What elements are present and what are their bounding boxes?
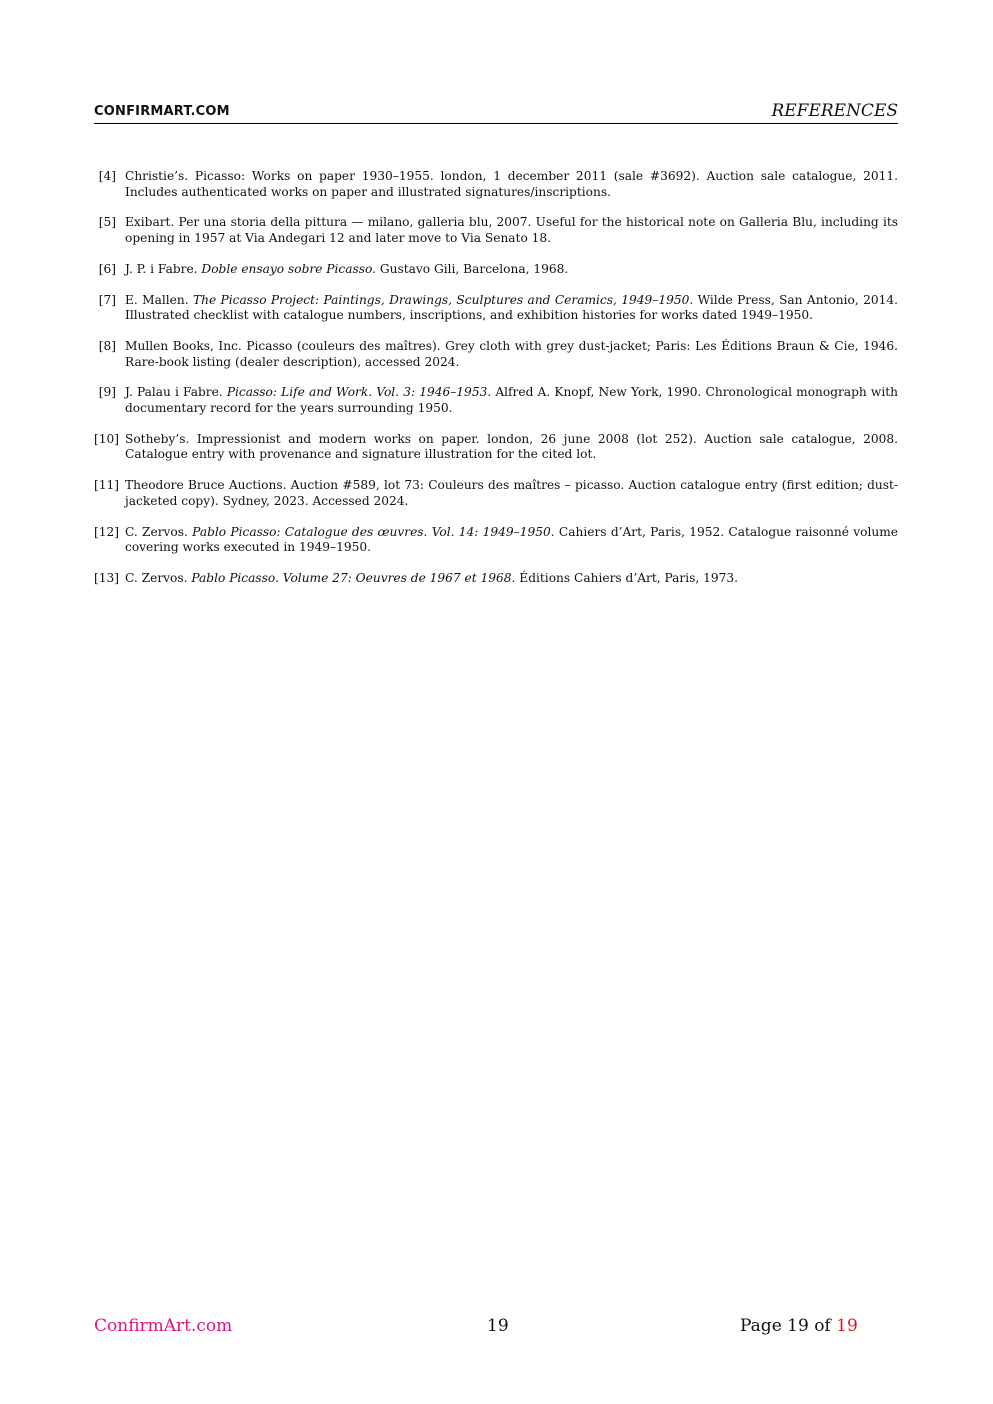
reference-number [94,262,125,278]
section-title: REFERENCES [771,101,898,121]
reference-tail: Gustavo Gili, Barcelona, 1968. [376,261,569,276]
reference-number [94,339,125,370]
footer-page-total-link[interactable]: 19 [836,1316,858,1336]
reference-lead: Exibart. Per una storia della pittura — milano, galleria blu, 2007. Useful for the historical note on Galleria Blu, including its opening in 1957 at Via Andegari 12 and later move to Via Senato 18. [125,215,898,246]
running-header [94,96,898,124]
reference-title: Picasso: Life and Work. Vol. 3: 1946–1953. [226,385,492,400]
reference-number [94,571,125,587]
reference-text [125,525,898,556]
reference-text [125,478,898,509]
reference-text [125,215,898,246]
footer-site-link[interactable]: ConfirmArt.com [94,1316,233,1336]
reference-tail: Alfred A. Knopf, New York, 1990. Chronological monograph with documentary record for the years surrounding 1950. [125,385,898,416]
reference-tail: Éditions Cahiers d’Art, Paris, 1973. [515,570,739,585]
reference-number [94,293,125,324]
reference-number-label: [9] [98,385,116,400]
reference-title: Pablo Picasso. Volume 27: Oeuvres de 1967 et 1968. [191,570,516,585]
reference-entry [94,525,898,556]
reference-entry [94,432,898,463]
reference-lead: Theodore Bruce Auctions. Auction #589, lot 73: Couleurs des maîtres – picasso. Auction catalogue entry (first edition; dust-jacketed copy). Sydney, 2023. Accessed 2024. [125,478,898,508]
reference-number [94,169,125,200]
reference-entry [94,169,898,200]
reference-text [125,432,898,463]
reference-title: Doble ensayo sobre Picasso. [201,261,376,276]
reference-lead: J. Palau i Fabre. [125,385,227,400]
reference-text [125,262,898,278]
reference-list [94,169,898,602]
reference-text [125,339,898,370]
reference-tail: Cahiers d’Art, Paris, 1952. Catalogue raisonné volume covering works executed in 1949–1950. [125,524,899,555]
reference-number-label: [7] [98,292,116,307]
reference-lead: Christie’s. Picasso: Works on paper 1930–1955. london, 1 december 2011 (sale #3692). Auction sale catalogue, 2011. Includes authenticated works on paper and illustrated signatures/inscriptions. [125,169,898,199]
reference-number-label: [10] [94,431,120,446]
reference-lead: C. Zervos. [125,524,193,539]
reference-number [94,432,125,463]
reference-number [94,525,125,556]
reference-number-label: [5] [98,215,116,230]
reference-text [125,293,898,324]
reference-lead: Sotheby’s. Impressionist and modern works on paper. london, 26 june 2008 (lot 252). Auction sale catalogue, 2008. Catalogue entry with provenance and signature illustration for the cited lot. [125,431,898,462]
reference-text [125,385,898,416]
reference-entry [94,478,898,509]
footer-page-number: 19 [487,1316,509,1336]
reference-entry [94,293,898,324]
footer-page-count [740,1316,858,1336]
reference-number-label: [11] [94,478,120,493]
reference-lead: Mullen Books, Inc. Picasso (couleurs des maîtres). Grey cloth with grey dust-jacket; Paris: Les Éditions Braun & Cie, 1946. Rare-book listing (dealer description), accessed 2024. [125,338,898,369]
reference-lead: E. Mallen. [125,292,193,307]
reference-lead: C. Zervos. [125,570,192,585]
reference-entry [94,215,898,246]
reference-number-label: [8] [98,338,116,353]
reference-number [94,215,125,246]
reference-entry [94,339,898,370]
reference-number [94,385,125,416]
site-logo: CONFIRMART.COM [94,104,230,119]
reference-entry [94,571,898,587]
reference-text [125,169,898,200]
footer-page-label: Page 19 of [740,1316,837,1336]
reference-number [94,478,125,509]
reference-number-label: [13] [94,570,120,585]
reference-lead: J. P. i Fabre. [125,261,202,276]
reference-number-label: [6] [98,261,116,276]
reference-entry [94,262,898,278]
reference-title: The Picasso Project: Paintings, Drawings, Sculptures and Ceramics, 1949–1950. [192,292,694,307]
reference-entry [94,385,898,416]
reference-title: Pablo Picasso: Catalogue des œuvres. Vol. 14: 1949–1950. [192,524,555,539]
reference-tail: Wilde Press, San Antonio, 2014. Illustrated checklist with catalogue numbers, inscriptions, and exhibition histories for works dated 1949–1950. [125,292,898,323]
reference-number-label: [4] [98,169,116,183]
reference-number-label: [12] [94,524,120,539]
reference-text [125,571,898,587]
